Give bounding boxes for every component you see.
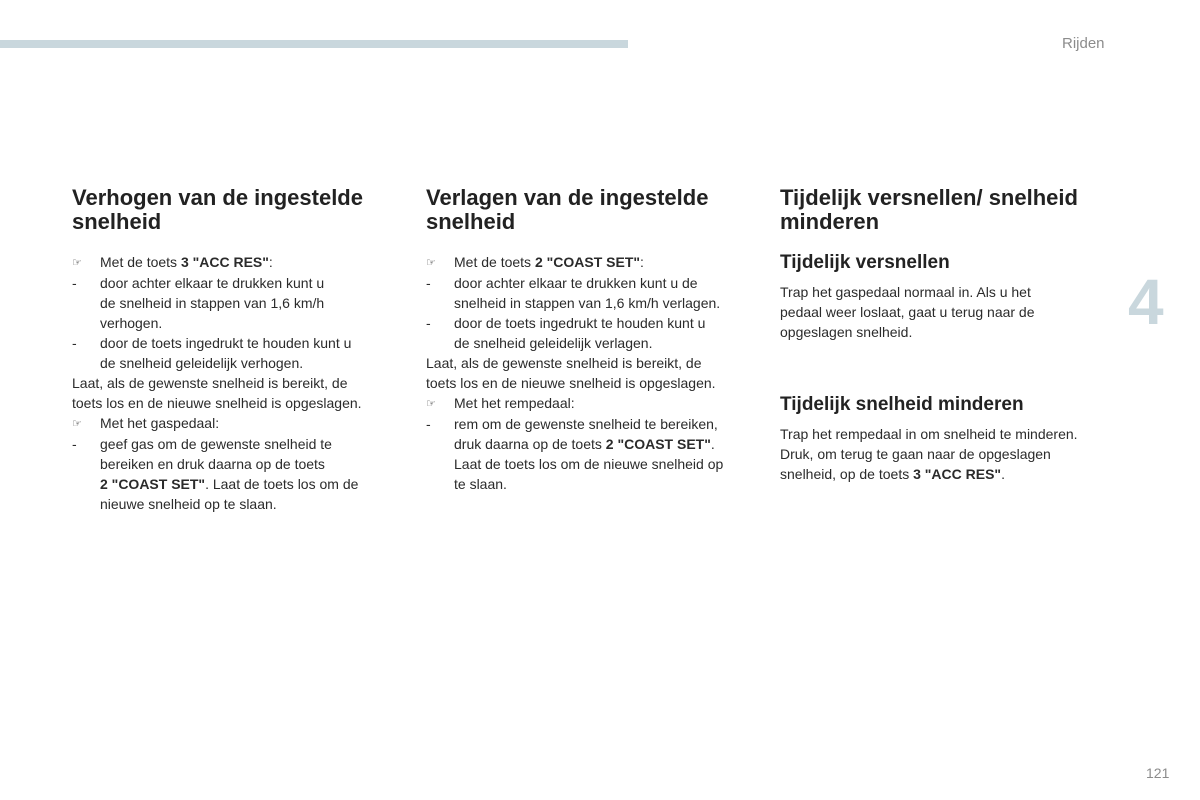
text-line: Druk, om terug te gaan naar de opgeslagen [780,446,1051,462]
list-item: - rem om de gewenste snelheid te bereiken, [426,416,718,432]
text-line: toets los en de nieuwe snelheid is opgeslagen. [72,395,362,411]
text-line: de snelheid geleidelijk verlagen. [454,335,653,351]
arrow-bullet-icon: ☞ [72,418,82,430]
column-temporary-speed [780,186,1108,484]
dash-bullet: - [72,275,77,291]
text-line: te slaan. [454,476,507,492]
text-line: de snelheid in stappen van 1,6 km/h [100,295,325,311]
column-increase-speed [72,186,400,514]
arrow-bullet-icon: ☞ [426,257,436,269]
list-item: - door achter elkaar te drukken kunt u [72,275,325,291]
column-decrease-speed [426,186,754,494]
chapter-number: 4 [1128,266,1164,338]
list-item: - door de toets ingedrukt te houden kunt u [426,315,706,331]
arrow-bullet-icon: ☞ [426,398,436,410]
dash-bullet: - [426,315,431,331]
list-item: ☞ Met het rempedaal: [426,393,754,414]
text-line: snelheid in stappen van 1,6 km/h verlagen. [454,295,721,311]
text-line: snelheid, op de toets 3 "ACC RES". [780,466,1005,482]
subsection-title-accelerate: Tijdelijk versnellen [780,252,950,273]
text-line: opgeslagen snelheid. [780,324,913,340]
text-line: nieuwe snelheid op te slaan. [100,496,277,512]
text-line: Laat, als de gewenste snelheid is bereikt, de [426,355,702,371]
spacer [780,342,1108,394]
subsection-title-slow-down: Tijdelijk snelheid minderen [780,394,1024,415]
column-title: Verlagen van de ingestelde snelheid [426,185,709,234]
arrow-bullet-icon: ☞ [72,257,82,269]
column-title: Tijdelijk versnellen/ snelheid minderen [780,185,1078,234]
dash-bullet: - [426,275,431,291]
list-item: - door de toets ingedrukt te houden kunt u [72,335,352,351]
text-line: druk daarna op de toets 2 "COAST SET". [454,436,715,452]
list-item: - geef gas om de gewenste snelheid te [72,436,332,452]
list-item: ☞ Met de toets 3 "ACC RES": [72,252,400,273]
text-line: Trap het rempedaal in om snelheid te minderen. [780,426,1078,442]
section-name: Rijden [1062,35,1105,52]
text-line: 2 "COAST SET". Laat de toets los om de [100,476,359,492]
text-line: verhogen. [100,315,163,331]
text-line: pedaal weer loslaat, gaat u terug naar de [780,304,1035,320]
dash-bullet: - [72,335,77,351]
dash-bullet: - [72,436,77,452]
text-line: bereiken en druk daarna op de toets [100,456,325,472]
page-number: 121 [1146,765,1170,781]
text-line: toets los en de nieuwe snelheid is opgeslagen. [426,375,716,391]
list-item: - door achter elkaar te drukken kunt u de [426,275,698,291]
list-item: ☞ Met de toets 2 "COAST SET": [426,252,754,273]
column-title: Verhogen van de ingestelde snelheid [72,185,363,234]
text-line: Laat, als de gewenste snelheid is bereikt, de [72,375,348,391]
list-item: ☞ Met het gaspedaal: [72,413,400,434]
text-line: Trap het gaspedaal normaal in. Als u het [780,284,1031,300]
text-line: Laat de toets los om de nieuwe snelheid op [454,456,724,472]
header-accent-bar [0,40,628,48]
dash-bullet: - [426,416,431,432]
text-line: de snelheid geleidelijk verhogen. [100,355,304,371]
